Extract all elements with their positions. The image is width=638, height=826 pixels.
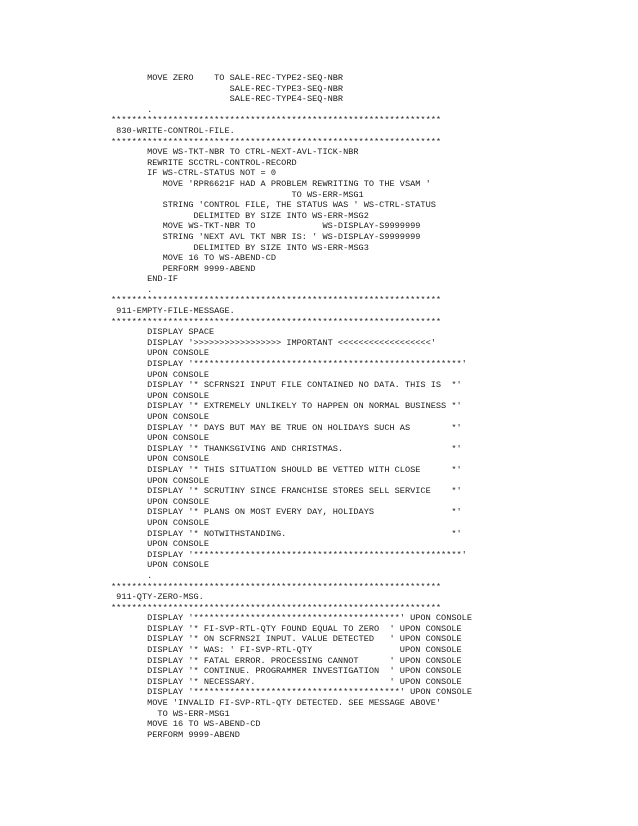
code-line: DELIMITED BY SIZE INTO WS-ERR-MSG3 [111, 242, 369, 253]
code-line: **************************************************************** [111, 136, 442, 147]
code-line: MOVE ZERO TO SALE-REC-TYPE2-SEQ-NBR [111, 73, 344, 83]
code-line: END-IF [111, 274, 179, 285]
code-line: DISPLAY '* THANKSGIVING AND CHRISTMAS. *' [111, 443, 462, 454]
code-line: UPON CONSOLE [111, 412, 209, 422]
code-line: DISPLAY '* EXTREMELY UNLIKELY TO HAPPEN ON NORMAL BUSINESS *' [111, 401, 462, 412]
code-line: **************************************************************** [111, 602, 442, 613]
code-line: IF WS-CTRL-STATUS NOT = 0 [111, 168, 277, 179]
code-line: DISPLAY '* ON SCFRNS2I INPUT. VALUE DETECTED ' UPON CONSOLE [111, 634, 462, 645]
code-line: MOVE WS-TKT-NBR TO CTRL-NEXT-AVL-TICK-NBR [111, 147, 359, 158]
code-line: UPON CONSOLE [111, 433, 209, 444]
code-line: UPON CONSOLE [111, 454, 209, 465]
code-line: MOVE 'INVALID FI-SVP-RTL-QTY DETECTED. SEE MESSAGE ABOVE' [111, 698, 442, 709]
code-line: UPON CONSOLE [111, 517, 209, 528]
code-line: DISPLAY '* WAS: ' FI-SVP-RTL-QTY UPON CONSOLE [111, 645, 462, 656]
code-line: DISPLAY '* SCFRNS2I INPUT FILE CONTAINED NO DATA. THIS IS *' [111, 380, 462, 391]
code-line: DISPLAY '****************************************' UPON CONSOLE [111, 687, 472, 698]
code-line: PERFORM 9999-ABEND [111, 729, 240, 740]
code-line: MOVE 16 TO WS-ABEND-CD [111, 253, 277, 264]
code-line: SALE-REC-TYPE3-SEQ-NBR [111, 83, 344, 94]
code-line: DELIMITED BY SIZE INTO WS-ERR-MSG2 [111, 210, 369, 221]
code-line: DISPLAY '* CONTINUE. PROGRAMMER INVESTIGATION ' UPON CONSOLE [111, 666, 462, 677]
code-line: DISPLAY '>>>>>>>>>>>>>>>>> IMPORTANT <<<<<<<<<<<<<<<<<<' [111, 337, 436, 348]
code-line: DISPLAY '****************************************************' [111, 549, 467, 560]
code-line: . [111, 284, 153, 295]
code-line: DISPLAY '* PLANS ON MOST EVERY DAY, HOLIDAYS *' [111, 507, 462, 518]
code-line: DISPLAY '****************************************' UPON CONSOLE [111, 613, 472, 624]
code-line: . [111, 104, 153, 115]
code-line: DISPLAY '* SCRUTINY SINCE FRANCHISE STORES SELL SERVICE *' [111, 486, 462, 497]
code-line: DISPLAY '* FI-SVP-RTL-QTY FOUND EQUAL TO ZERO ' UPON CONSOLE [111, 623, 462, 634]
code-line: TO WS-ERR-MSG1 [111, 189, 364, 200]
code-line: DISPLAY '* NOTWITHSTANDING. *' [111, 528, 462, 539]
code-line: MOVE 16 TO WS-ABEND-CD [111, 719, 261, 730]
code-line: 830-WRITE-CONTROL-FILE. [111, 125, 235, 136]
code-line: MOVE 'RPR6621F HAD A PROBLEM REWRITING TO THE VSAM ' [111, 178, 431, 189]
code-line: UPON CONSOLE [111, 475, 209, 486]
code-line: UPON CONSOLE [111, 369, 209, 380]
code-line: **************************************************************** [111, 115, 442, 126]
code-line: DISPLAY SPACE [111, 327, 215, 338]
code-line: PERFORM 9999-ABEND [111, 263, 256, 274]
code-line: MOVE WS-TKT-NBR TO WS-DISPLAY-S9999999 [111, 221, 421, 232]
code-line: **************************************************************** [111, 581, 442, 592]
code-line: TO WS-ERR-MSG1 [111, 708, 230, 719]
code-line: DISPLAY '* NECESSARY. ' UPON CONSOLE [111, 676, 462, 687]
code-line: STRING 'NEXT AVL TKT NBR IS: ' WS-DISPLAY-S9999999 [111, 231, 421, 242]
code-line: DISPLAY '* DAYS BUT MAY BE TRUE ON HOLIDAYS SUCH AS *' [111, 422, 462, 433]
code-line: DISPLAY '****************************************************' [111, 359, 467, 370]
code-line: UPON CONSOLE [111, 560, 209, 571]
code-line: DISPLAY '* FATAL ERROR. PROCESSING CANNOT ' UPON CONSOLE [111, 655, 462, 666]
code-line: SALE-REC-TYPE4-SEQ-NBR [111, 94, 344, 105]
code-line: STRING 'CONTROL FILE, THE STATUS WAS ' WS-CTRL-STATUS [111, 200, 436, 211]
code-line: UPON CONSOLE [111, 390, 209, 401]
code-line: UPON CONSOLE [111, 539, 209, 550]
code-line: REWRITE SCCTRL-CONTROL-RECORD [111, 157, 297, 168]
code-line: UPON CONSOLE [111, 496, 209, 507]
cobol-source-listing [111, 73, 631, 740]
code-line: UPON CONSOLE [111, 348, 209, 359]
code-line: 911-QTY-ZERO-MSG. [111, 592, 204, 603]
code-line: **************************************************************** [111, 316, 442, 327]
code-line: **************************************************************** [111, 295, 442, 306]
code-line: DISPLAY '* THIS SITUATION SHOULD BE VETTED WITH CLOSE *' [111, 464, 462, 475]
code-line: 911-EMPTY-FILE-MESSAGE. [111, 306, 235, 317]
code-line: . [111, 570, 153, 581]
